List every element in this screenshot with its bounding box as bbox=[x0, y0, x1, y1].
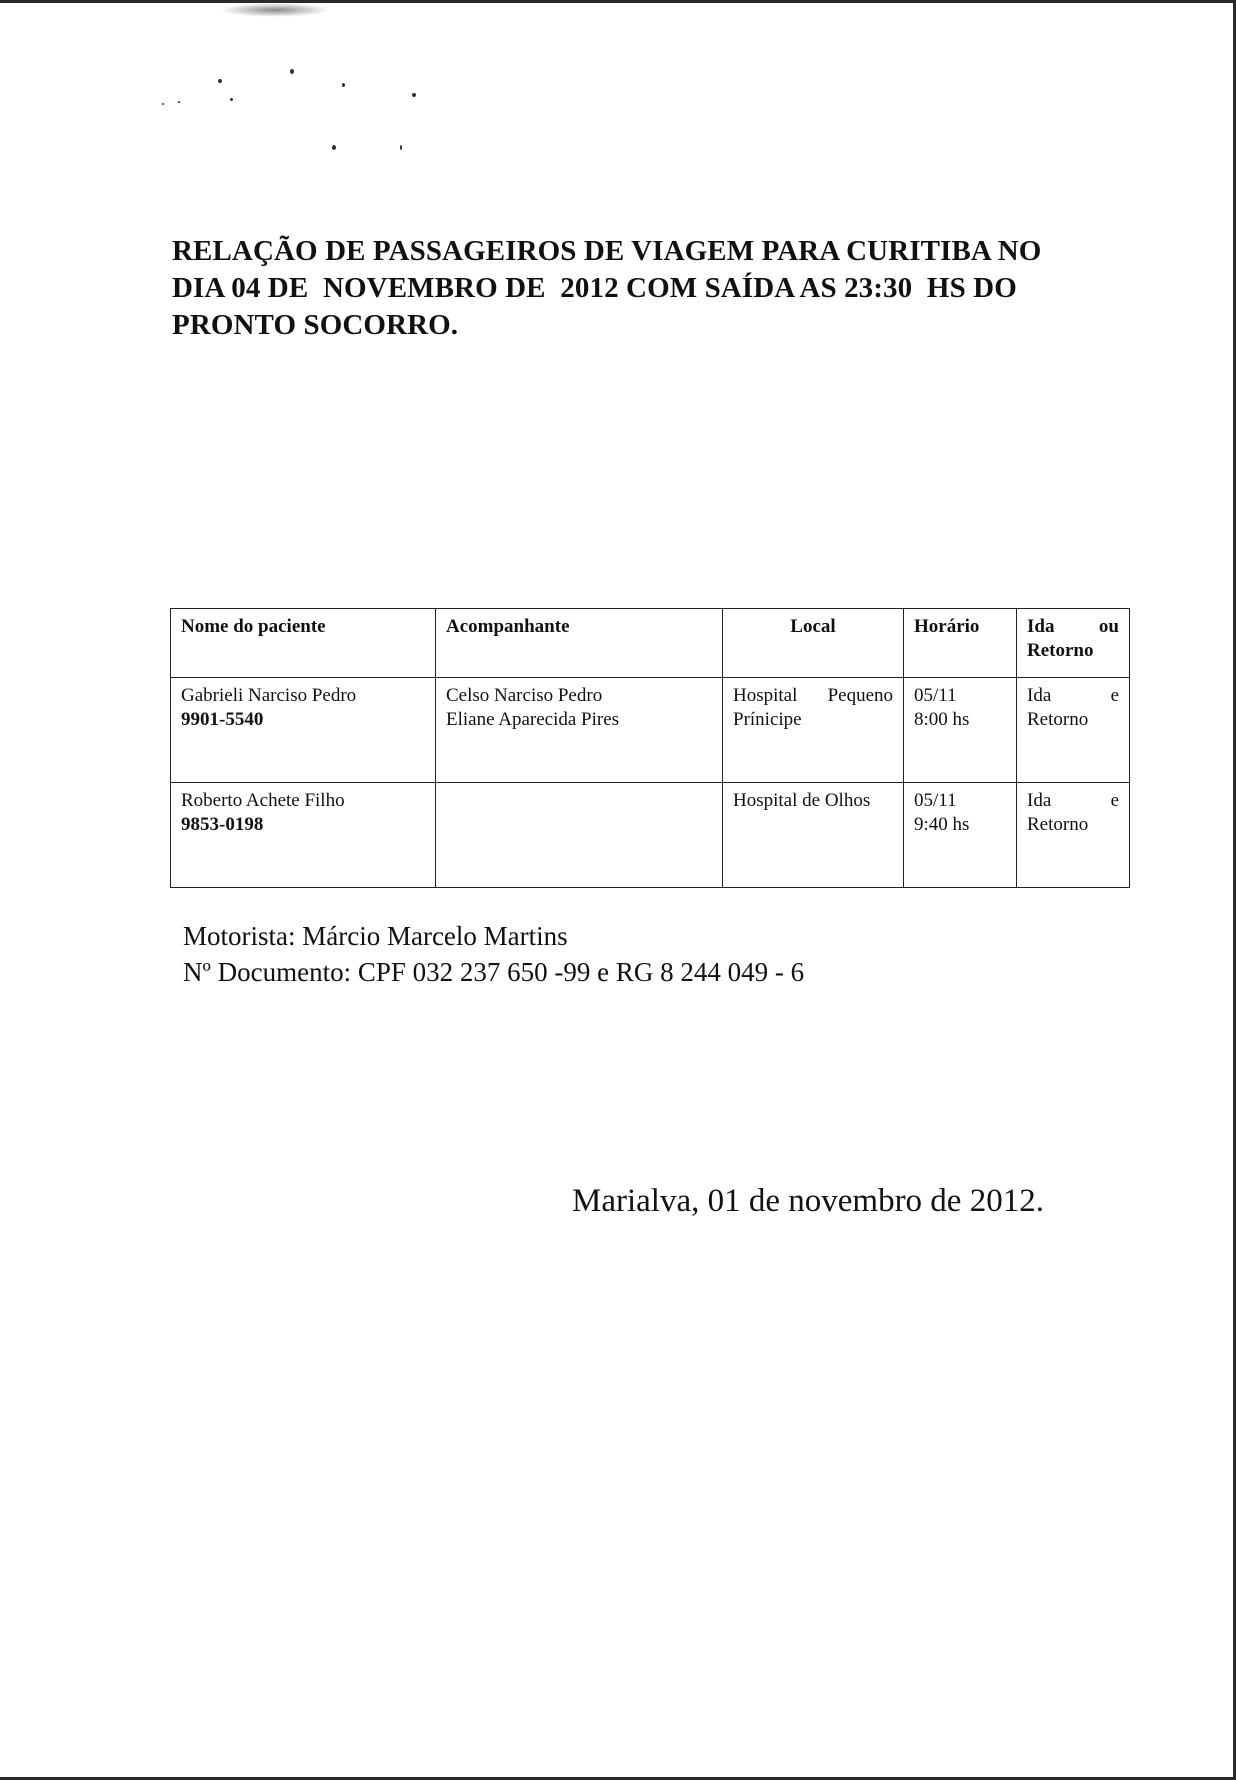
header-ida: Ida bbox=[1027, 616, 1055, 637]
header-retorno: Retorno bbox=[1027, 640, 1094, 661]
title-line: RELAÇÃO DE PASSAGEIROS DE VIAGEM PARA CURITIBA NO bbox=[172, 235, 1042, 267]
local-word: Hospital bbox=[733, 685, 798, 706]
passenger-table bbox=[170, 608, 1130, 888]
cell-ida-retorno bbox=[1017, 783, 1130, 888]
retorno-word: Retorno bbox=[1027, 814, 1089, 835]
cell-acompanhante bbox=[436, 678, 723, 783]
retorno-word: Retorno bbox=[1027, 709, 1089, 730]
patient-phone: 9853-0198 bbox=[181, 814, 264, 835]
driver-info bbox=[183, 918, 804, 990]
e-word: e bbox=[1110, 790, 1119, 811]
trip-time: 9:40 hs bbox=[914, 814, 970, 835]
ida-word: Ida bbox=[1027, 685, 1052, 706]
table-header-row bbox=[171, 609, 1130, 678]
document-line bbox=[183, 954, 804, 990]
local-word: Pequeno bbox=[827, 685, 893, 706]
header-local: Local bbox=[723, 609, 904, 678]
trip-date: 05/11 bbox=[914, 685, 957, 706]
driver-line bbox=[183, 918, 804, 954]
cell-horario bbox=[904, 678, 1017, 783]
document-value: CPF 032 237 650 -99 e RG 8 244 049 - 6 bbox=[357, 957, 805, 987]
local-name: Hospital de Olhos bbox=[733, 790, 871, 811]
header-ida-ou-retorno bbox=[1017, 609, 1130, 678]
header-acompanhante: Acompanhante bbox=[436, 609, 723, 678]
table-row bbox=[171, 783, 1130, 888]
place-date-line: Marialva, 01 de novembro de 2012. bbox=[572, 1183, 1044, 1219]
cell-ida-retorno bbox=[1017, 678, 1130, 783]
header-ou: ou bbox=[1098, 616, 1119, 637]
document-title bbox=[172, 233, 1092, 344]
cell-horario bbox=[904, 783, 1017, 888]
patient-phone: 9901-5540 bbox=[181, 709, 264, 730]
cell-local bbox=[723, 783, 904, 888]
title-line: PRONTO SOCORRO. bbox=[172, 309, 459, 341]
cell-nome bbox=[171, 783, 436, 888]
table-row bbox=[171, 678, 1130, 783]
driver-label: Motorista: bbox=[183, 921, 296, 951]
local-word: Prínicipe bbox=[733, 709, 802, 730]
ida-word: Ida bbox=[1027, 790, 1052, 811]
cell-nome bbox=[171, 678, 436, 783]
e-word: e bbox=[1110, 685, 1119, 706]
document-label: Nº Documento: bbox=[183, 957, 352, 987]
driver-name: Márcio Marcelo Martins bbox=[302, 921, 568, 951]
header-nome: Nome do paciente bbox=[171, 609, 436, 678]
companion-name: Celso Narciso Pedro bbox=[446, 685, 603, 706]
cell-acompanhante bbox=[436, 783, 723, 888]
patient-name: Gabrieli Narciso Pedro bbox=[181, 685, 357, 706]
header-horario: Horário bbox=[904, 609, 1017, 678]
scan-specks bbox=[0, 3, 440, 173]
companion-name: Eliane Aparecida Pires bbox=[446, 709, 620, 730]
cell-local bbox=[723, 678, 904, 783]
title-line: DIA 04 DE NOVEMBRO DE 2012 COM SAÍDA AS 23:30 HS DO bbox=[172, 272, 1017, 304]
patient-name: Roberto Achete Filho bbox=[181, 790, 345, 811]
trip-date: 05/11 bbox=[914, 790, 957, 811]
trip-time: 8:00 hs bbox=[914, 709, 970, 730]
